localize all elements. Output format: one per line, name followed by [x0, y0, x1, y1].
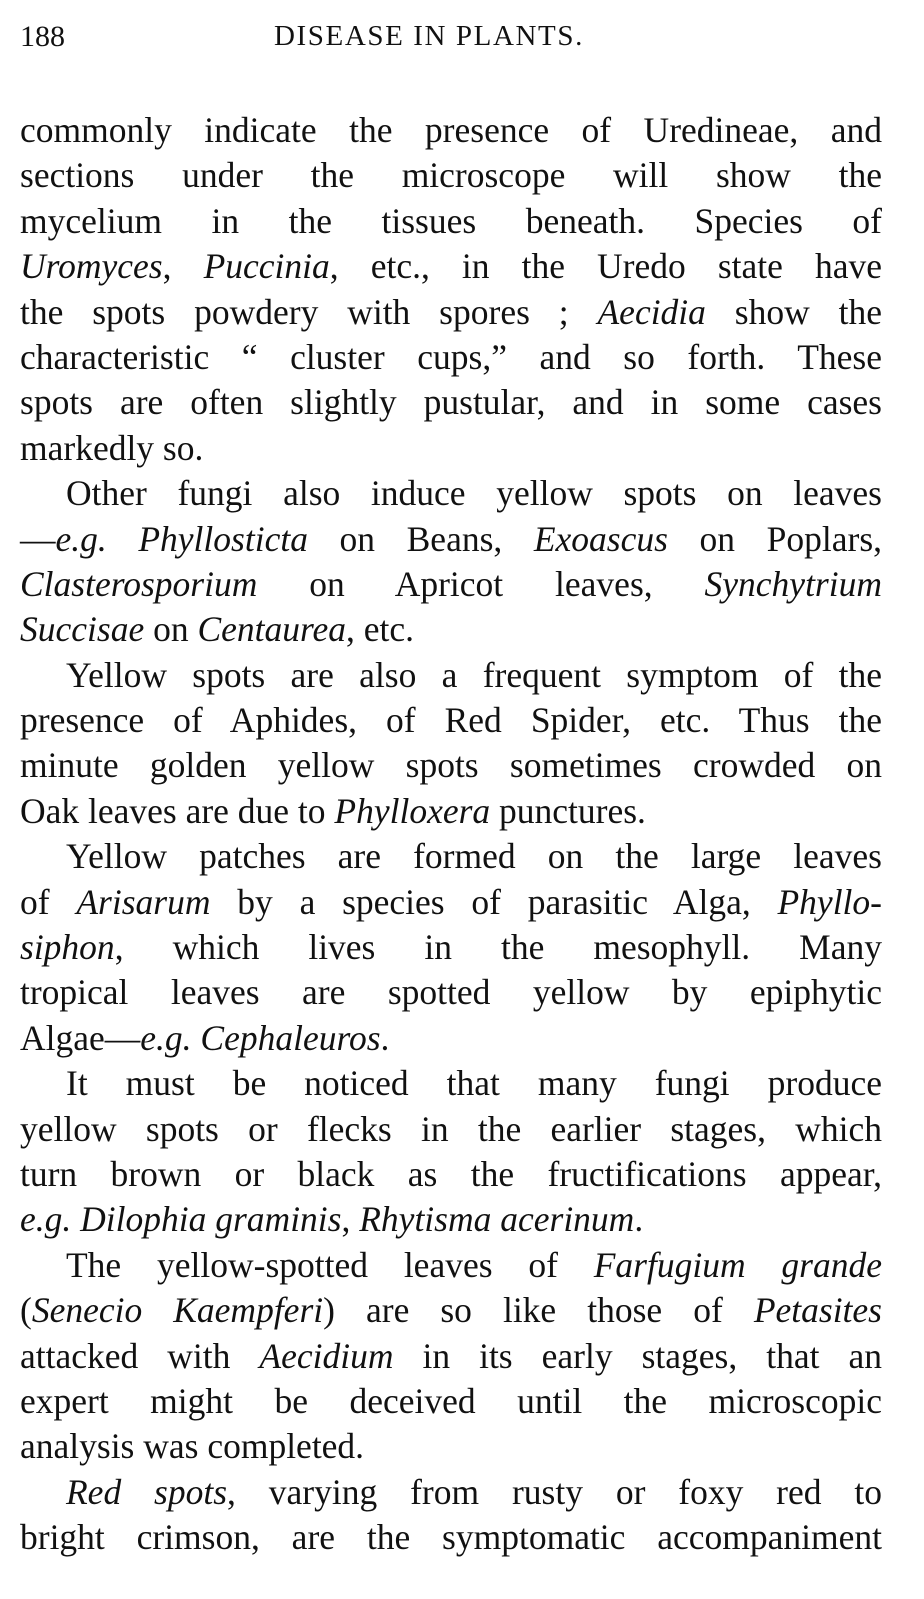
text-line: (Senecio Kaempferi) are so like those of Petasites	[20, 1290, 882, 1331]
book-page	[20, 18, 882, 1561]
paragraph	[20, 471, 882, 653]
text-line: minute golden yellow spots sometimes crowded on	[20, 745, 882, 786]
text-line: —e.g. Phyllosticta on Beans, Exoascus on Poplars,	[20, 518, 883, 559]
text-line: Clasterosporium on Apricot leaves, Synchytrium	[20, 563, 882, 604]
text-line: of Arisarum by a species of parasitic Alga, Phyllo-	[20, 881, 882, 922]
page-header	[20, 18, 882, 64]
page-number: 188	[20, 20, 65, 53]
paragraph	[20, 834, 882, 1061]
paragraph	[20, 1061, 882, 1243]
text-line: Uromyces, Puccinia, etc., in the Uredo state have	[20, 246, 882, 287]
text-line: presence of Aphides, of Red Spider, etc. Thus the	[20, 700, 882, 741]
text-line: Yellow spots are also a frequent symptom of the	[66, 654, 882, 695]
text-line: analysis was completed.	[20, 1426, 365, 1467]
text-line: turn brown or black as the fructifications appear,	[20, 1153, 882, 1194]
text-line: expert might be deceived until the microscopic	[20, 1380, 882, 1421]
text-line: bright crimson, are the symptomatic accompaniment	[20, 1517, 882, 1558]
paragraph	[20, 108, 882, 471]
body-text	[20, 108, 882, 1561]
paragraph	[20, 653, 882, 835]
text-line: the spots powdery with spores ; Aecidia show the	[20, 291, 883, 332]
text-line: Algae—e.g. Cephaleuros.	[20, 1017, 390, 1058]
text-line: characteristic “ cluster cups,” and so forth. These	[20, 336, 882, 377]
text-line: yellow spots or flecks in the earlier stages, which	[20, 1108, 882, 1149]
text-line: spots are often slightly pustular, and in some cases	[20, 382, 882, 423]
text-line: sections under the microscope will show the	[20, 155, 882, 196]
text-line: tropical leaves are spotted yellow by epiphytic	[20, 972, 882, 1013]
paragraph	[20, 1470, 882, 1561]
text-line: Red spots, varying from rusty or foxy red to	[66, 1471, 882, 1512]
text-line: mycelium in the tissues beneath. Species of	[20, 200, 882, 241]
running-head: DISEASE IN PLANTS.	[274, 20, 584, 52]
text-line: siphon, which lives in the mesophyll. Many	[20, 927, 882, 968]
text-line: The yellow-spotted leaves of Farfugium grande	[66, 1244, 883, 1285]
text-line: Yellow patches are formed on the large leaves	[66, 836, 882, 877]
text-line: attacked with Aecidium in its early stages, that an	[20, 1335, 882, 1376]
text-line: Succisae on Centaurea, etc.	[20, 609, 415, 650]
text-line: markedly so.	[20, 427, 204, 468]
text-line: e.g. Dilophia graminis, Rhytisma acerinum.	[20, 1199, 644, 1240]
paragraph	[20, 1243, 882, 1470]
text-line: Other fungi also induce yellow spots on leaves	[66, 473, 882, 514]
text-line: commonly indicate the presence of Uredineae, and	[20, 110, 882, 150]
text-line: Oak leaves are due to Phylloxera punctures.	[20, 790, 646, 831]
text-line: It must be noticed that many fungi produce	[66, 1063, 882, 1104]
